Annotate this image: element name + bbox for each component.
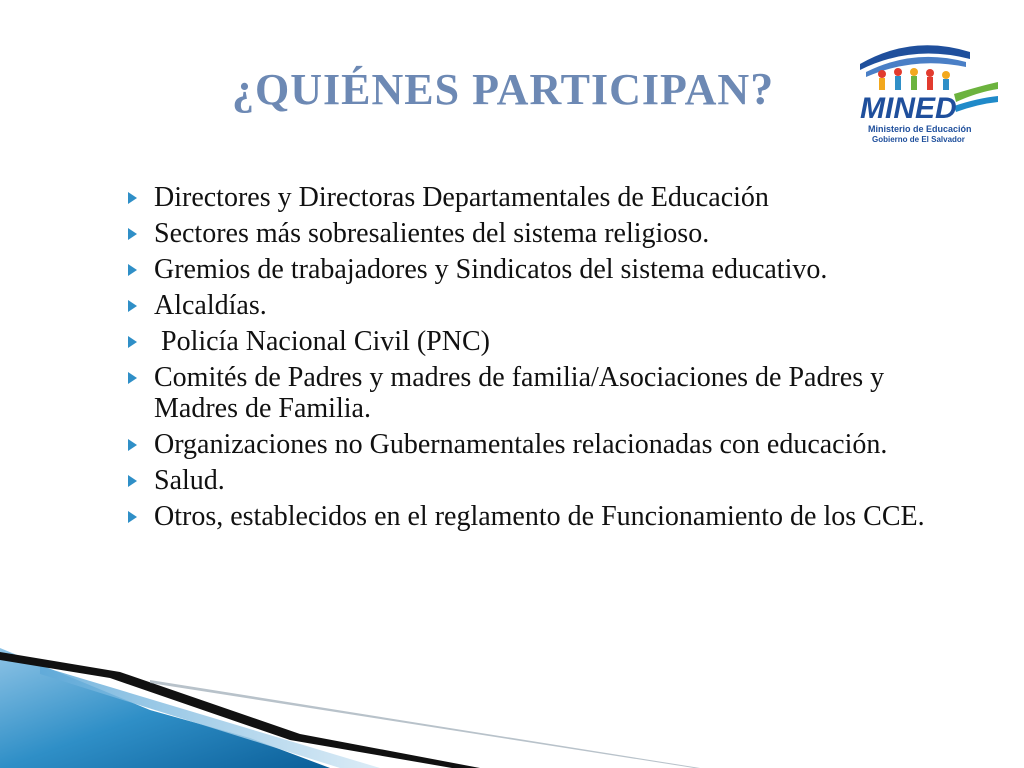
- list-item: [128, 501, 968, 532]
- slide-title-question-mark: ?: [750, 63, 775, 114]
- list-item-text: Organizaciones no Gubernamentales relacionadas con educación.: [154, 429, 888, 460]
- list-item-text: Comités de Padres y madres de familia/Asociaciones de Padres y Madres de Familia.: [154, 362, 885, 424]
- triangle-bullet-icon: [128, 300, 137, 312]
- list-item: [128, 218, 968, 249]
- list-item-text: Directores y Directoras Departamentales de Educación: [154, 182, 769, 213]
- list-item-text: Sectores más sobresalientes del sistema religioso.: [154, 218, 710, 249]
- list-item: [128, 465, 968, 496]
- slide-title: [232, 63, 775, 114]
- list-item: [128, 429, 968, 460]
- list-item-text: Alcaldías.: [154, 290, 267, 321]
- mined-logo: [850, 32, 1000, 152]
- triangle-bullet-icon: [128, 475, 137, 487]
- triangle-bullet-icon: [128, 372, 137, 384]
- logo-children-figures: [878, 68, 950, 90]
- list-item: [128, 362, 968, 424]
- triangle-bullet-icon: [128, 228, 137, 240]
- list-item-text: Gremios de trabajadores y Sindicatos del sistema educativo.: [154, 254, 828, 285]
- list-item: [128, 182, 968, 213]
- list-item-text: Policía Nacional Civil (PNC): [154, 326, 490, 357]
- logo-subtitle-line1: Ministerio de Educación: [868, 124, 972, 134]
- list-item: [128, 254, 968, 285]
- participants-list: [128, 182, 968, 537]
- triangle-bullet-icon: [128, 439, 137, 451]
- slide-title-text: ¿QUIÉNES PARTICIPAN: [232, 65, 751, 114]
- triangle-bullet-icon: [128, 511, 137, 523]
- list-item: [128, 290, 968, 321]
- corner-decoration: [0, 630, 1024, 768]
- triangle-bullet-icon: [128, 336, 137, 348]
- triangle-bullet-icon: [128, 264, 137, 276]
- triangle-bullet-icon: [128, 192, 137, 204]
- list-item-text: Otros, establecidos en el reglamento de Funcionamiento de los CCE.: [154, 501, 925, 532]
- logo-subtitle-line2: Gobierno de El Salvador: [872, 135, 965, 144]
- logo-wordmark: MINED: [860, 92, 957, 125]
- list-item: [128, 326, 968, 357]
- list-item-text: Salud.: [154, 465, 225, 496]
